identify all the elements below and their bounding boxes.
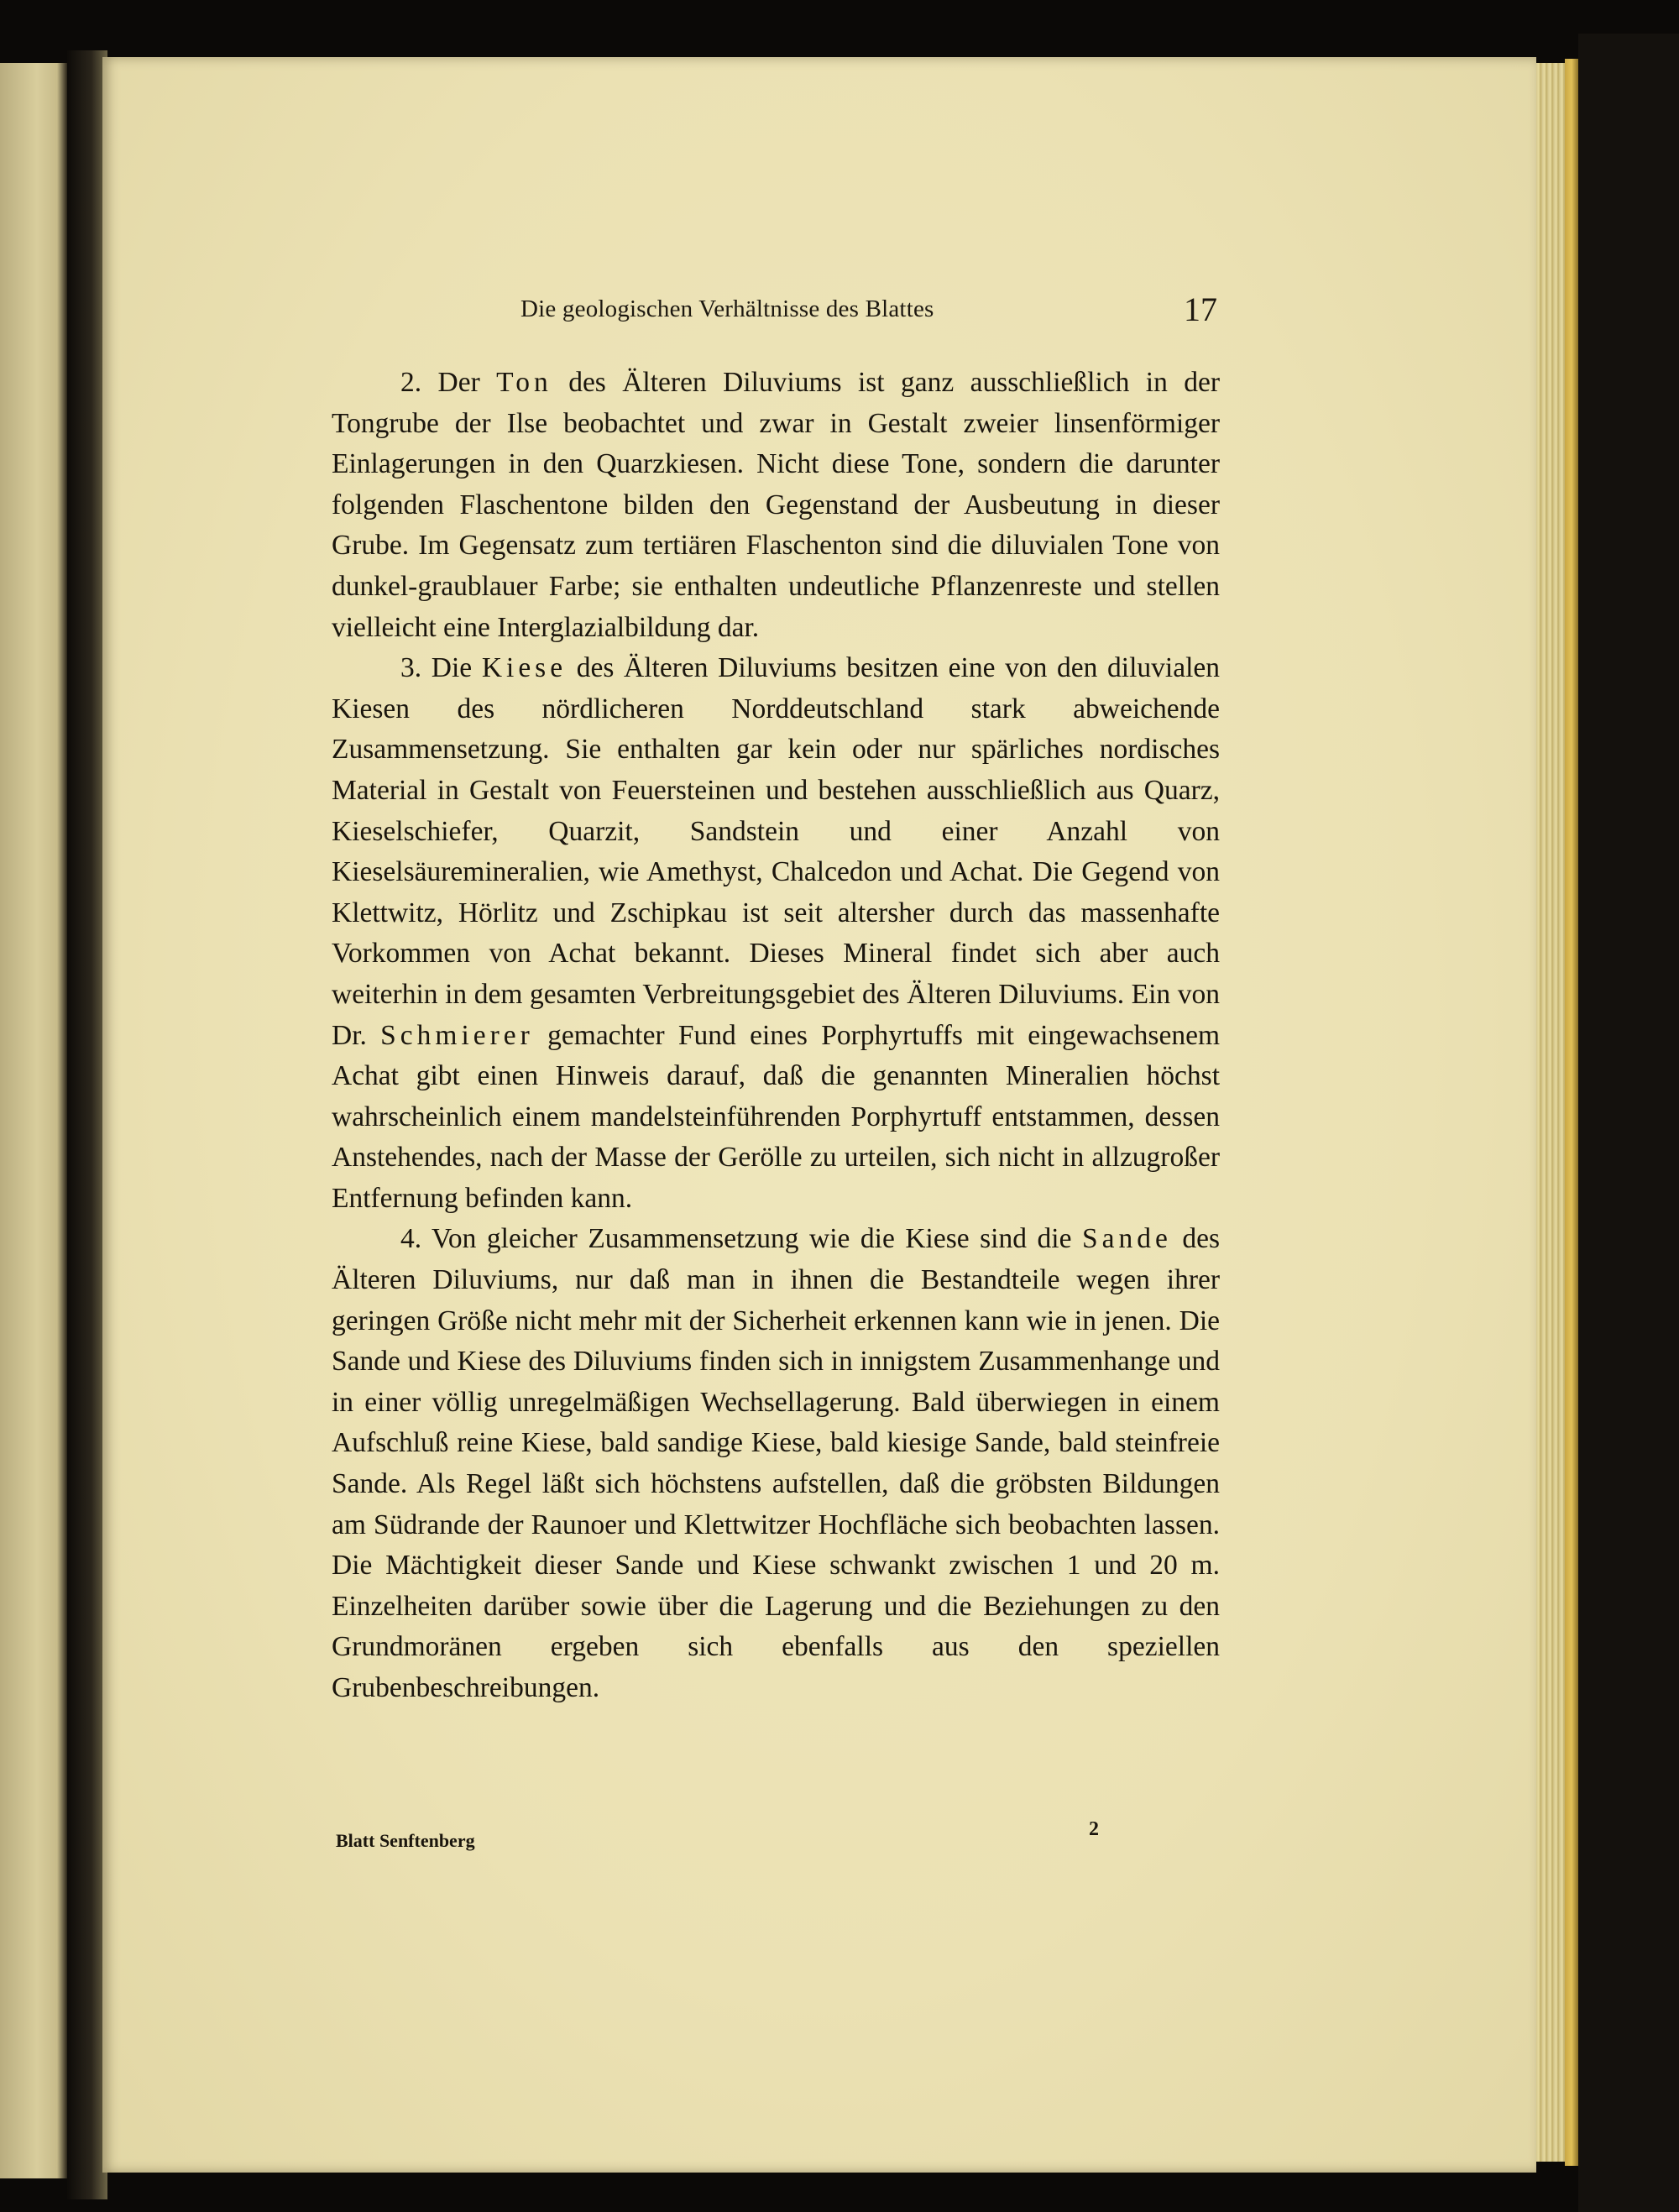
- paragraph-lead: 4. Von gleicher Zusammensetzung wie die Kiese sind die: [400, 1223, 1072, 1255]
- sheet-signature-number: 2: [1089, 1818, 1099, 1840]
- body-text: [332, 363, 1220, 1709]
- paragraph-ton: [332, 363, 1220, 648]
- cover-gilt-edge: [1565, 59, 1578, 2166]
- paragraph-lead: 3. Die: [400, 652, 473, 684]
- signature-line: Blatt Senftenberg: [336, 1830, 475, 1851]
- page-number: 17: [1184, 290, 1217, 328]
- spaced-person-name: Schmierer: [380, 1019, 534, 1051]
- spaced-term: Ton: [496, 367, 552, 398]
- facing-page-edge: [0, 63, 67, 2178]
- paragraph-text: des Älteren Diluviums besitzen eine von den diluvialen Kiesen des nördlicheren Norddeutschland stark abweichende Zusammensetzung. Sie enthalten gar kein oder nur spärliches nordisches Material in Gestalt von Feuersteinen und bestehen ausschließlich aus Quarz, Kieselschiefer, Quarzit, Sandstein und einer Anzahl von Kieselsäuremineralien, wie Amethyst, Chalcedon und Achat. Die Gegend von Klettwitz, Hörlitz und Zschipkau ist seit altersher durch das massenhafte Vorkommen von Achat bekannt. Dieses Mineral findet sich aber auch weiterhin in dem gesamten Verbreitungsgebiet des Älteren Diluviums. Ein von Dr.: [332, 652, 1221, 1051]
- book-cover: [1578, 34, 1679, 2212]
- paragraph-text: gemachter Fund eines Porphyrtuffs mit eingewachsenem Achat gibt einen Hinweis darauf, daß die genannten Mineralien höchst wahrscheinlich einem mandelsteinführenden Porphyrtuff entstammen, dessen Anstehendes, nach der Masse der Gerölle zu urteilen, sich nicht in allzugroßer Entfernung befinden kann.: [332, 1019, 1221, 1214]
- book-gutter: [67, 50, 107, 2199]
- paragraph-kiese: [332, 648, 1220, 1219]
- paragraph-text: des Älteren Diluviums, nur daß man in ihnen die Bestandteile wegen ihrer geringen Größe nicht mehr mit der Sicherheit erkennen kann wie in jenen. Die Sande und Kiese des Diluviums finden sich in innigstem Zusammenhange und in einer völlig unregelmäßigen Wechsellagerung. Bald überwiegen in einem Aufschluß reine Kiese, bald sandige Kiese, bald kiesige Sande, bald steinfreie Sande. Als Regel läßt sich höchstens aufstellen, daß die gröbsten Bildungen am Südrande der Raunoer und Klettwitzer Hochfläche sich beobachten lassen. Die Mächtigkeit dieser Sande und Kiese schwankt zwischen 1 und 20 m. Einzelheiten darüber sowie über die Lagerung und die Beziehungen zu den Grundmoränen ergeben sich ebenfalls aus den speziellen Grubenbeschreibungen.: [332, 1223, 1221, 1703]
- spaced-term: Sande: [1081, 1223, 1172, 1255]
- page-fore-edge: [1536, 63, 1565, 2162]
- spaced-term: Kiese: [481, 652, 568, 684]
- paragraph-sande: [332, 1219, 1220, 1708]
- running-head: Die geologischen Verhältnisse des Blattes: [520, 295, 934, 322]
- paragraph-text: des Älteren Diluviums ist ganz ausschließlich in der Tongrube der Ilse beobachtet und zwar in Gestalt zweier linsenförmiger Einlagerungen in den Quarzkiesen. Nicht diese Tone, sondern die darunter folgenden Flaschentone bilden den Gegenstand der Ausbeutung in dieser Grube. Im Gegensatz zum tertiären Flaschenton sind die diluvialen Tone von dunkel-graublauer Farbe; sie enthalten undeutliche Pflanzenreste und stellen vielleicht eine Interglazialbildung dar.: [332, 367, 1221, 643]
- paragraph-lead: 2. Der: [400, 367, 480, 398]
